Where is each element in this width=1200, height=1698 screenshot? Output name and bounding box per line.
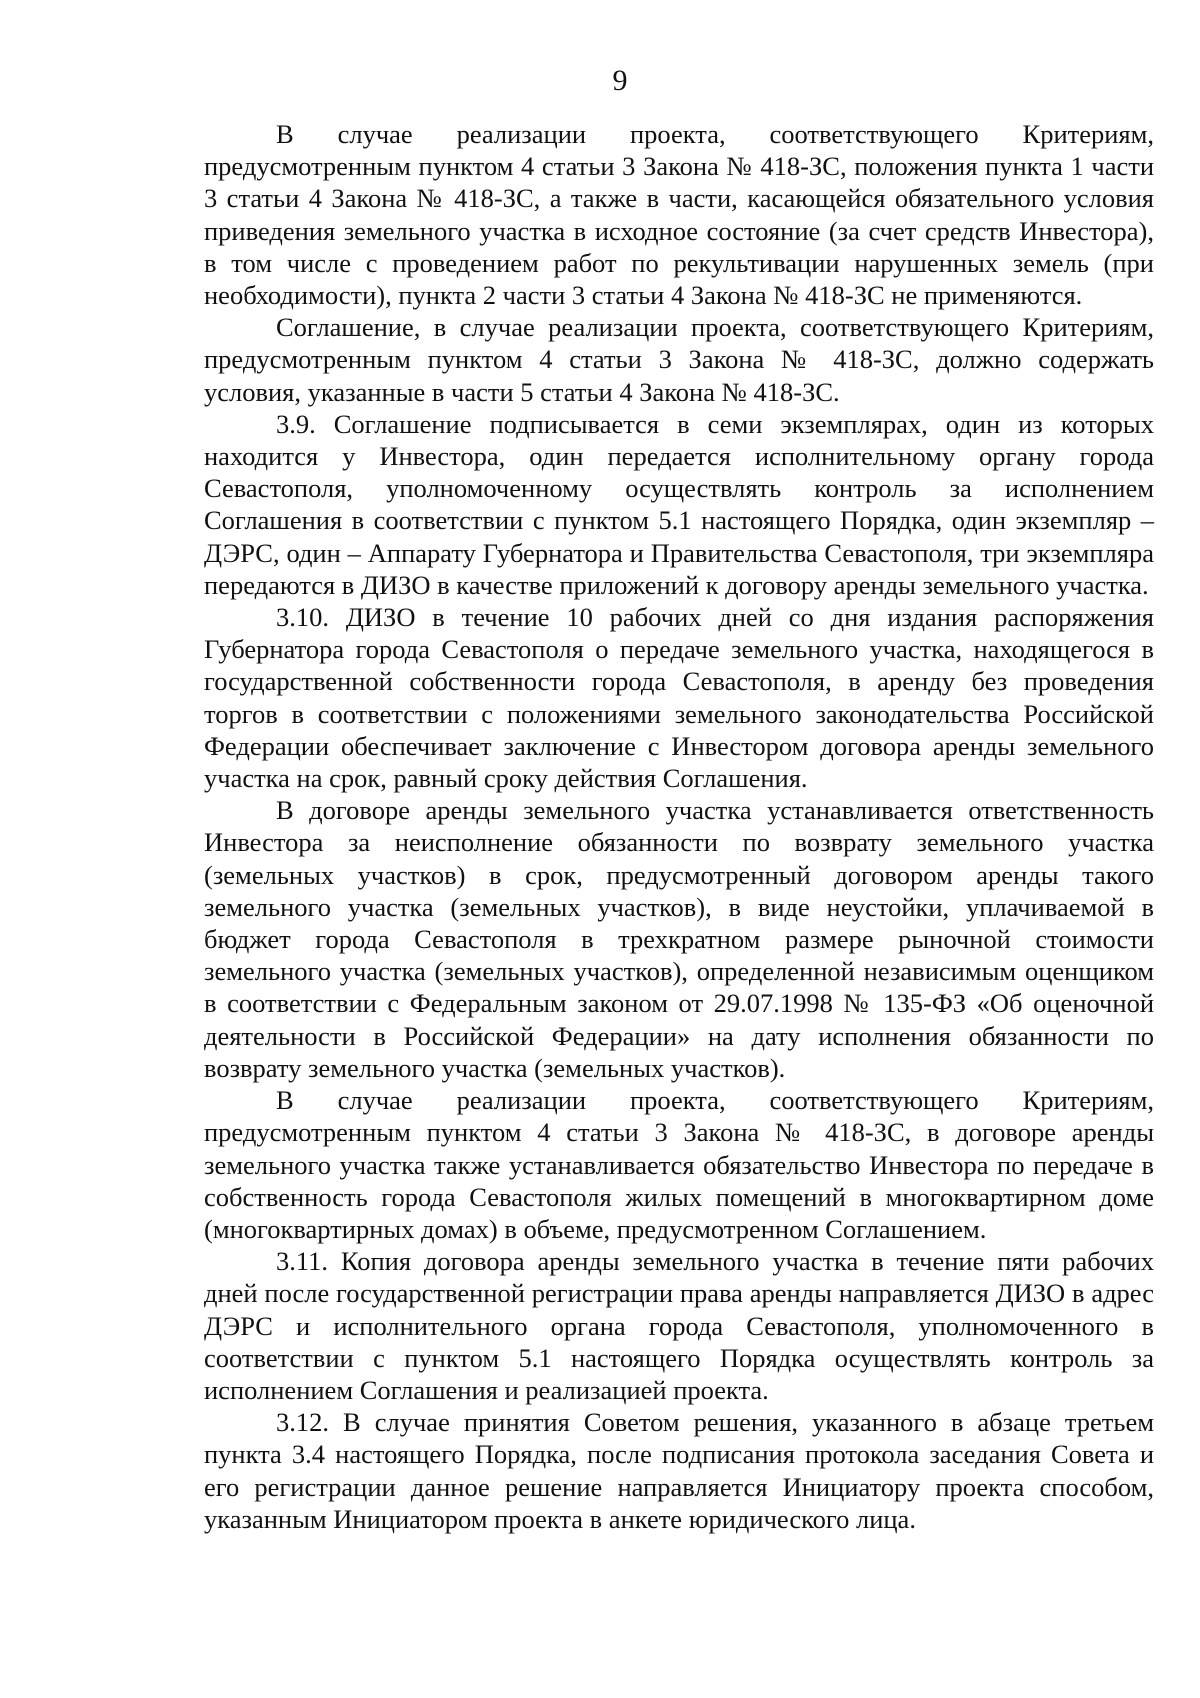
- page-number: 9: [612, 64, 628, 97]
- paragraph-3-9: 3.9. Соглашение подписывается в семи экземплярах, один из которых находится у Инвестора, один передается исполнительному органу города Севастополя, уполномоченному осуществлять контроль за исполнением Соглашения в соответствии с пунктом 5.1 настоящего Порядка, один экземпляр – ДЭРС, один – Аппарату Губернатора и Правительства Севастополя, три экземпляра передаются в ДИЗО в качестве приложений к договору аренды земельного участка.: [204, 408, 1154, 600]
- paragraph-3-10: 3.10. ДИЗО в течение 10 рабочих дней со дня издания распоряжения Губернатора города Севастополя о передаче земельного участка, находящегося в государственной собственности города Севастополя, в аренду без проведения торгов в соответствии с положениями земельного законодательства Российской Федерации обеспечивает заключение с Инвестором договора аренды земельного участка на срок, равный сроку действия Соглашения.: [204, 602, 1154, 794]
- paragraph-3-11: 3.11. Копия договора аренды земельного участка в течение пяти рабочих дней после государственной регистрации права аренды направляется ДИЗО в адрес ДЭРС и исполнительного органа города Севастополя, уполномоченного в соответствии с пунктом 5.1 настоящего Порядка осуществлять контроль за исполнением Соглашения и реализацией проекта.: [204, 1246, 1154, 1405]
- paragraph-agreement-conditions: Соглашение, в случае реализации проекта, соответствующего Критериям, предусмотренным пунктом 4 статьи 3 Закона № 418-ЗС, должно содержать условия, указанные в части 5 статьи 4 Закона № 418-ЗС.: [204, 312, 1154, 407]
- paragraph-criteria-exemption: В случае реализации проекта, соответствующего Критериям, предусмотренным пунктом 4 статьи 3 Закона № 418-ЗС, положения пункта 1 части 3 статьи 4 Закона № 418-ЗС, а также в части, касающейся обязательного условия приведения земельного участка в исходное состояние (за счет средств Инвестора), в том числе с проведением работ по рекультивации нарушенных земель (при необходимости), пункта 2 части 3 статьи 4 Закона № 418-ЗС не применяются.: [204, 119, 1154, 311]
- paragraph-housing-obligation: В случае реализации проекта, соответствующего Критериям, предусмотренным пунктом 4 статьи 3 Закона № 418-ЗС, в договоре аренды земельного участка также устанавливается обязательство Инвестора по передаче в собственность города Севастополя жилых помещений в многоквартирном доме (многоквартирных домах) в объеме, предусмотренном Соглашением.: [204, 1085, 1154, 1244]
- paragraph-lease-liability: В договоре аренды земельного участка устанавливается ответственность Инвестора за неисполнение обязанности по возврату земельного участка (земельных участков) в срок, предусмотренный договором аренды такого земельного участка (земельных участков), в виде неустойки, уплачиваемой в бюджет города Севастополя в трехкратном размере рыночной стоимости земельного участка (земельных участков), определенной независимым оценщиком в соответствии с Федеральным законом от 29.07.1998 № 135-ФЗ «Об оценочной деятельности в Российской Федерации» на дату исполнения обязанности по возврату земельного участка (земельных участков).: [204, 795, 1154, 1083]
- paragraph-3-12: 3.12. В случае принятия Советом решения, указанного в абзаце третьем пункта 3.4 настоящего Порядка, после подписания протокола заседания Совета и его регистрации данное решение направляется Инициатору проекта способом, указанным Инициатором проекта в анкете юридического лица.: [204, 1407, 1154, 1534]
- document-body: [204, 118, 1154, 1535]
